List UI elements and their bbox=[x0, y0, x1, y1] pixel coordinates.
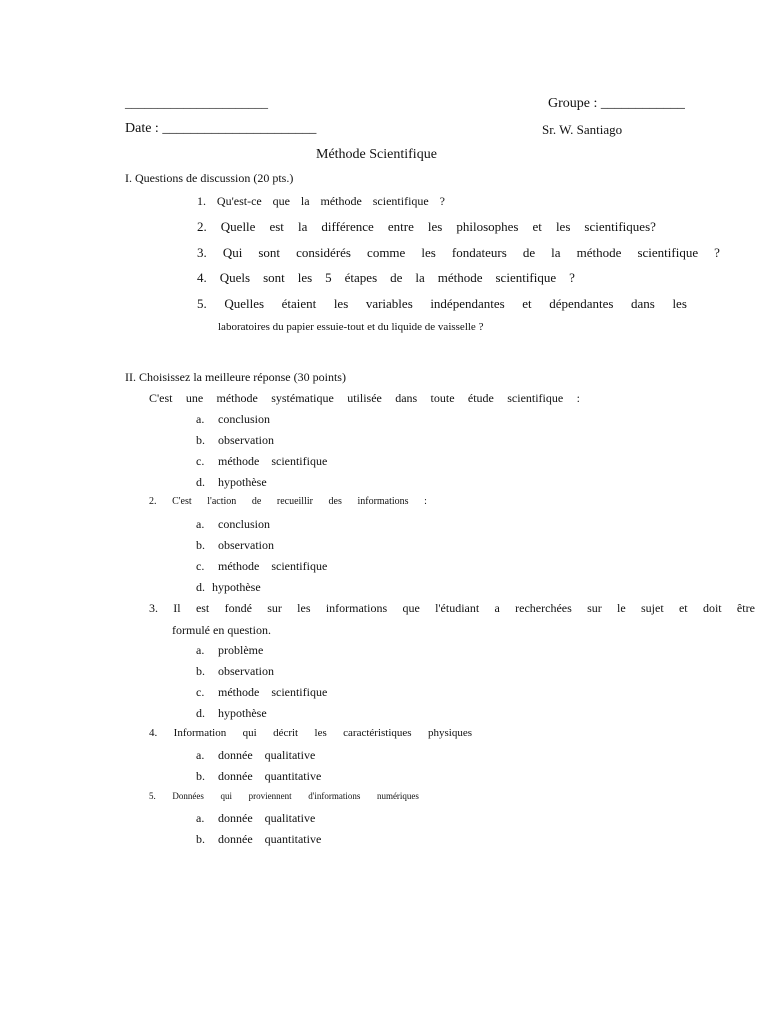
option-text: hypothèse bbox=[218, 706, 267, 720]
option-text: hypothèse bbox=[212, 580, 261, 594]
option-letter: a. bbox=[196, 643, 205, 657]
option-text: conclusion bbox=[218, 412, 270, 426]
question-word: scientifique bbox=[372, 194, 429, 208]
question-word: recherchées bbox=[515, 601, 572, 615]
question-number: 1. bbox=[197, 194, 206, 208]
question-word: étapes bbox=[344, 270, 378, 285]
question-word: les bbox=[421, 245, 436, 260]
option-letter: c. bbox=[196, 685, 205, 699]
question-word: l'étudiant bbox=[435, 601, 480, 615]
question-word: Qu'est-ce bbox=[216, 194, 262, 208]
date-line[interactable]: ______________________ bbox=[162, 121, 317, 136]
question-word: scientifiques? bbox=[584, 219, 656, 234]
section1-heading: I. Questions de discussion (20 pts.) bbox=[125, 171, 294, 185]
option-letter: a. bbox=[196, 517, 205, 531]
answer-option[interactable] bbox=[196, 538, 274, 553]
name-line[interactable]: ______________________ bbox=[125, 95, 268, 110]
option-text: donnée quantitative bbox=[218, 769, 322, 783]
option-letter: a. bbox=[196, 412, 205, 426]
question-word: fondateurs bbox=[451, 245, 507, 260]
question-word: sont bbox=[258, 245, 281, 260]
discussion-question-5-continuation: laboratoires du papier essuie-tout et du liquide de vaisselle ? bbox=[218, 321, 484, 333]
question-word: des bbox=[328, 496, 342, 507]
question-word: de bbox=[390, 270, 403, 285]
question-word: de bbox=[522, 245, 536, 260]
question-word: dépendantes bbox=[549, 296, 614, 311]
question-word: scientifique bbox=[637, 245, 699, 260]
question-word: d'informations bbox=[308, 791, 361, 801]
groupe-label: Groupe : bbox=[548, 96, 598, 111]
question-word: C'est bbox=[172, 496, 192, 507]
question-word: la bbox=[297, 219, 308, 234]
question-word: dans bbox=[631, 296, 655, 311]
question-word: le bbox=[617, 601, 626, 615]
question-number: 5. bbox=[197, 296, 207, 311]
mc-question-2 bbox=[149, 496, 427, 507]
question-word: sur bbox=[267, 601, 282, 615]
question-word: considérés bbox=[296, 245, 351, 260]
question-word: les bbox=[555, 219, 571, 234]
question-word: caractéristiques bbox=[343, 727, 412, 739]
groupe-line[interactable]: ____________ bbox=[600, 96, 685, 111]
option-text: problème bbox=[218, 643, 264, 657]
question-word: les bbox=[427, 219, 443, 234]
question-word: : bbox=[424, 496, 427, 507]
question-word: toute bbox=[430, 391, 455, 405]
question-word: être bbox=[736, 601, 755, 615]
question-word: étude bbox=[467, 391, 494, 405]
teacher-name: Sr. W. Santiago bbox=[542, 122, 623, 137]
question-word: Données bbox=[172, 791, 204, 801]
question-word: décrit bbox=[273, 727, 299, 739]
option-letter: b. bbox=[196, 832, 205, 846]
question-word: informations bbox=[357, 496, 409, 507]
answer-option[interactable] bbox=[196, 706, 267, 721]
question-word: de bbox=[251, 496, 262, 507]
option-text: observation bbox=[218, 664, 274, 678]
question-word: numériques bbox=[376, 791, 419, 801]
question-word: méthode bbox=[320, 194, 362, 208]
question-word: C'est bbox=[149, 391, 173, 405]
question-word: la bbox=[415, 270, 425, 285]
option-letter: a. bbox=[196, 748, 205, 762]
option-text: méthode scientifique bbox=[218, 685, 328, 699]
option-letter: d. bbox=[196, 580, 205, 594]
question-word: la bbox=[300, 194, 310, 208]
answer-option[interactable] bbox=[196, 433, 274, 448]
question-word: sur bbox=[587, 601, 602, 615]
option-letter: b. bbox=[196, 664, 205, 678]
question-word: différence bbox=[321, 219, 374, 234]
discussion-question-5 bbox=[197, 296, 687, 312]
question-word: les bbox=[297, 601, 311, 615]
mc-question-number: 2. bbox=[149, 496, 157, 507]
option-letter: d. bbox=[196, 475, 205, 489]
question-word: les bbox=[333, 296, 349, 311]
question-word: méthode bbox=[437, 270, 483, 285]
discussion-question-4 bbox=[197, 270, 575, 286]
question-word: entre bbox=[387, 219, 414, 234]
mc-question-number: 4. bbox=[149, 727, 158, 739]
question-word: Qui bbox=[222, 245, 243, 260]
option-text: conclusion bbox=[218, 517, 270, 531]
mc-question-3 bbox=[149, 601, 755, 616]
answer-option[interactable] bbox=[196, 475, 267, 490]
question-word: méthode bbox=[576, 245, 622, 260]
groupe-field bbox=[548, 96, 685, 112]
option-letter: b. bbox=[196, 433, 205, 447]
mc-question-number: 3. bbox=[149, 601, 158, 615]
option-letter: b. bbox=[196, 538, 205, 552]
question-word: que bbox=[272, 194, 290, 208]
page-title: Méthode Scientifique bbox=[316, 147, 437, 162]
option-text: donnée qualitative bbox=[218, 748, 316, 762]
question-number: 3. bbox=[197, 245, 207, 260]
question-word: Il bbox=[173, 601, 181, 615]
question-word: informations bbox=[325, 601, 388, 615]
date-field bbox=[125, 121, 316, 137]
mc-question-number: 5. bbox=[149, 791, 156, 801]
question-word: et bbox=[678, 601, 688, 615]
question-number: 4. bbox=[197, 270, 207, 285]
question-word: qui bbox=[242, 727, 257, 739]
option-text: observation bbox=[218, 538, 274, 552]
question-word: les bbox=[297, 270, 313, 285]
question-word: et bbox=[522, 296, 532, 311]
question-word: philosophes bbox=[456, 219, 519, 234]
question-word: a bbox=[494, 601, 500, 615]
answer-option[interactable] bbox=[196, 769, 321, 784]
question-word: sont bbox=[263, 270, 285, 285]
answer-option[interactable] bbox=[196, 664, 274, 679]
question-word: est bbox=[269, 219, 284, 234]
discussion-question-3 bbox=[197, 245, 720, 261]
question-word: scientifique bbox=[507, 391, 564, 405]
question-word: dans bbox=[395, 391, 418, 405]
question-word: physiques bbox=[427, 727, 472, 739]
option-text: méthode scientifique bbox=[218, 559, 328, 573]
answer-option[interactable] bbox=[196, 832, 321, 847]
mc-question-3-continuation: formulé en question. bbox=[172, 623, 271, 637]
option-letter: a. bbox=[196, 811, 205, 825]
answer-option[interactable] bbox=[196, 748, 315, 763]
question-word: utilisée bbox=[347, 391, 382, 405]
answer-option[interactable] bbox=[196, 811, 315, 826]
section2-heading: II. Choisissez la meilleure réponse (30 points) bbox=[125, 370, 346, 384]
question-word: qui bbox=[220, 791, 232, 801]
question-word: proviennent bbox=[248, 791, 292, 801]
question-word: indépendantes bbox=[430, 296, 505, 311]
question-word: comme bbox=[367, 245, 406, 260]
question-word: ? bbox=[714, 245, 720, 260]
answer-option[interactable] bbox=[196, 643, 263, 658]
mc-question-1 bbox=[149, 391, 580, 406]
question-word: une bbox=[185, 391, 204, 405]
question-word: fondé bbox=[224, 601, 252, 615]
answer-option[interactable] bbox=[196, 685, 327, 700]
question-word: que bbox=[402, 601, 420, 615]
question-word: étaient bbox=[281, 296, 317, 311]
question-word: ? bbox=[569, 270, 575, 285]
option-letter: c. bbox=[196, 559, 205, 573]
question-word: Quelle bbox=[220, 219, 256, 234]
answer-option[interactable] bbox=[196, 517, 270, 532]
question-word: systématique bbox=[271, 391, 334, 405]
question-word: : bbox=[576, 391, 580, 405]
answer-option[interactable] bbox=[196, 412, 270, 427]
question-word: Quelles bbox=[224, 296, 265, 311]
mc-question-4 bbox=[149, 727, 472, 739]
option-letter: d. bbox=[196, 706, 205, 720]
answer-option[interactable] bbox=[196, 454, 327, 469]
option-text: observation bbox=[218, 433, 274, 447]
question-word: ? bbox=[439, 194, 445, 208]
question-word: l'action bbox=[207, 496, 237, 507]
question-word: est bbox=[195, 601, 210, 615]
question-word: variables bbox=[365, 296, 413, 311]
question-word: Information bbox=[173, 727, 227, 739]
option-text: méthode scientifique bbox=[218, 454, 328, 468]
question-number: 2. bbox=[197, 219, 207, 234]
question-word: scientifique bbox=[495, 270, 557, 285]
question-word: sujet bbox=[641, 601, 664, 615]
answer-option[interactable] bbox=[196, 580, 261, 595]
question-word: 5 bbox=[325, 270, 332, 285]
question-word: recueillir bbox=[276, 496, 313, 507]
discussion-question-2 bbox=[197, 219, 656, 235]
option-letter: c. bbox=[196, 454, 205, 468]
mc-question-5 bbox=[149, 791, 419, 801]
question-word: la bbox=[551, 245, 561, 260]
option-text: hypothèse bbox=[218, 475, 267, 489]
date-label: Date : bbox=[125, 121, 159, 136]
question-word: méthode bbox=[216, 391, 258, 405]
option-letter: b. bbox=[196, 769, 205, 783]
discussion-question-1 bbox=[197, 194, 445, 209]
option-text: donnée quantitative bbox=[218, 832, 322, 846]
answer-option[interactable] bbox=[196, 559, 327, 574]
question-word: les bbox=[672, 296, 687, 311]
option-text: donnée qualitative bbox=[218, 811, 316, 825]
question-word: Quels bbox=[219, 270, 251, 285]
question-word: les bbox=[314, 727, 327, 739]
question-word: doit bbox=[702, 601, 722, 615]
question-word: et bbox=[532, 219, 542, 234]
